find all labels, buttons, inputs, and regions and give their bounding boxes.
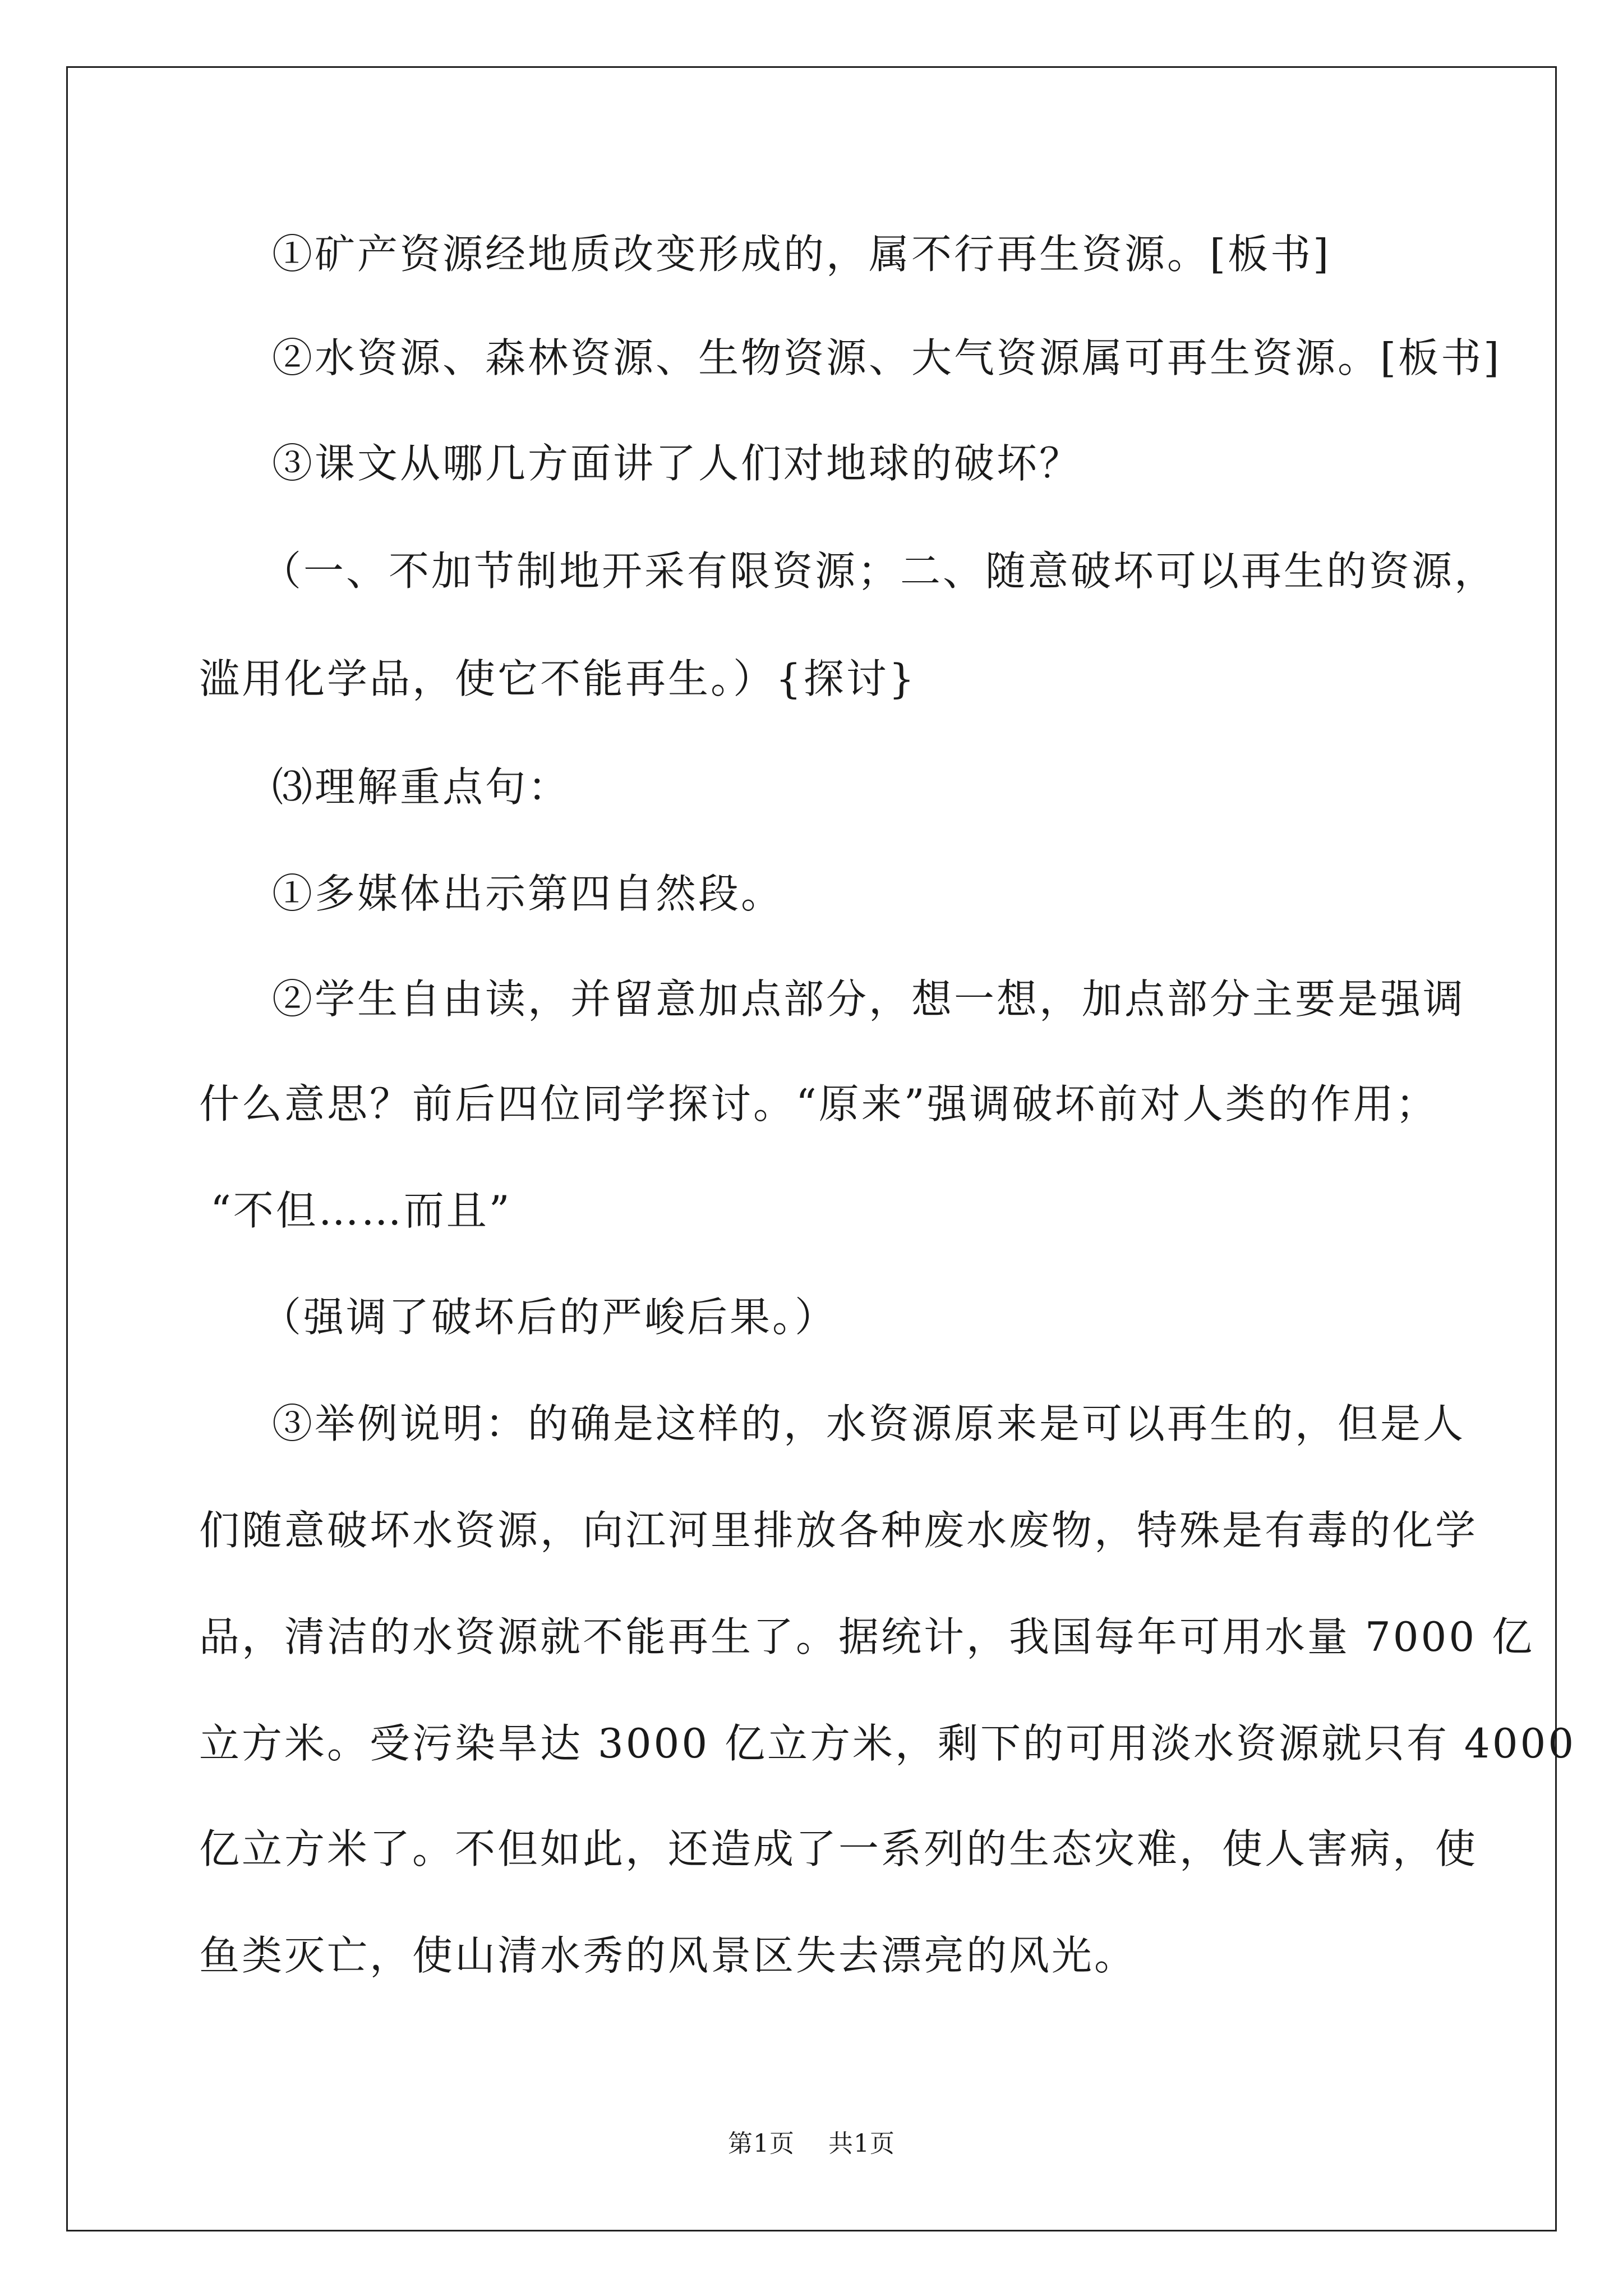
- paragraph-line: 鱼类灭亡，使山清水秀的风景区失去漂亮的风光。: [199, 1932, 1137, 1979]
- paragraph-line: 什么意思？前后四位同学探讨。“原来”强调破坏前对人类的作用；: [199, 1080, 1438, 1128]
- page-border: [66, 66, 1557, 2231]
- paragraph-line: ②学生自由读，并留意加点部分，想一想，加点部分主要是强调: [272, 976, 1466, 1023]
- paragraph-line: ①矿产资源经地质改变形成的，属不行再生资源。[板书]: [272, 231, 1331, 278]
- paragraph-line: ⑶理解重点句：: [272, 763, 571, 811]
- paragraph-line: 亿立方米了。不但如此，还造成了一系列的生态灾难，使人害病，使: [199, 1825, 1478, 1872]
- page-number-current: 第1页: [728, 2129, 795, 2158]
- page-number-total: 共1页: [828, 2129, 895, 2158]
- paragraph-line: 滥用化学品，使它不能再生。）{探讨}: [199, 655, 917, 702]
- paragraph-line: （一、不加节制地开采有限资源；二、随意破坏可以再生的资源，: [261, 547, 1497, 595]
- paragraph-line: ①多媒体出示第四自然段。: [272, 870, 784, 917]
- paragraph-line: ③举例说明：的确是这样的，水资源原来是可以再生的，但是人: [272, 1400, 1466, 1447]
- paragraph-line: ②水资源、森林资源、生物资源、大气资源属可再生资源。[板书]: [272, 334, 1502, 381]
- paragraph-line: ③课文从哪几方面讲了人们对地球的破坏？: [272, 440, 1082, 487]
- paragraph-line: 品，清洁的水资源就不能再生了。据统计，我国每年可用水量 7000 亿: [199, 1613, 1535, 1660]
- paragraph-line: （强调了破坏后的严峻后果。）: [261, 1294, 838, 1341]
- page-footer: [0, 2123, 1623, 2159]
- paragraph-line: 们随意破坏水资源，向江河里排放各种废水废物，特殊是有毒的化学: [199, 1507, 1478, 1554]
- paragraph-line: “不但……而且”: [210, 1187, 512, 1234]
- paragraph-line: 立方米。受污染旱达 3000 亿立方米，剩下的可用淡水资源就只有 4000: [199, 1720, 1576, 1767]
